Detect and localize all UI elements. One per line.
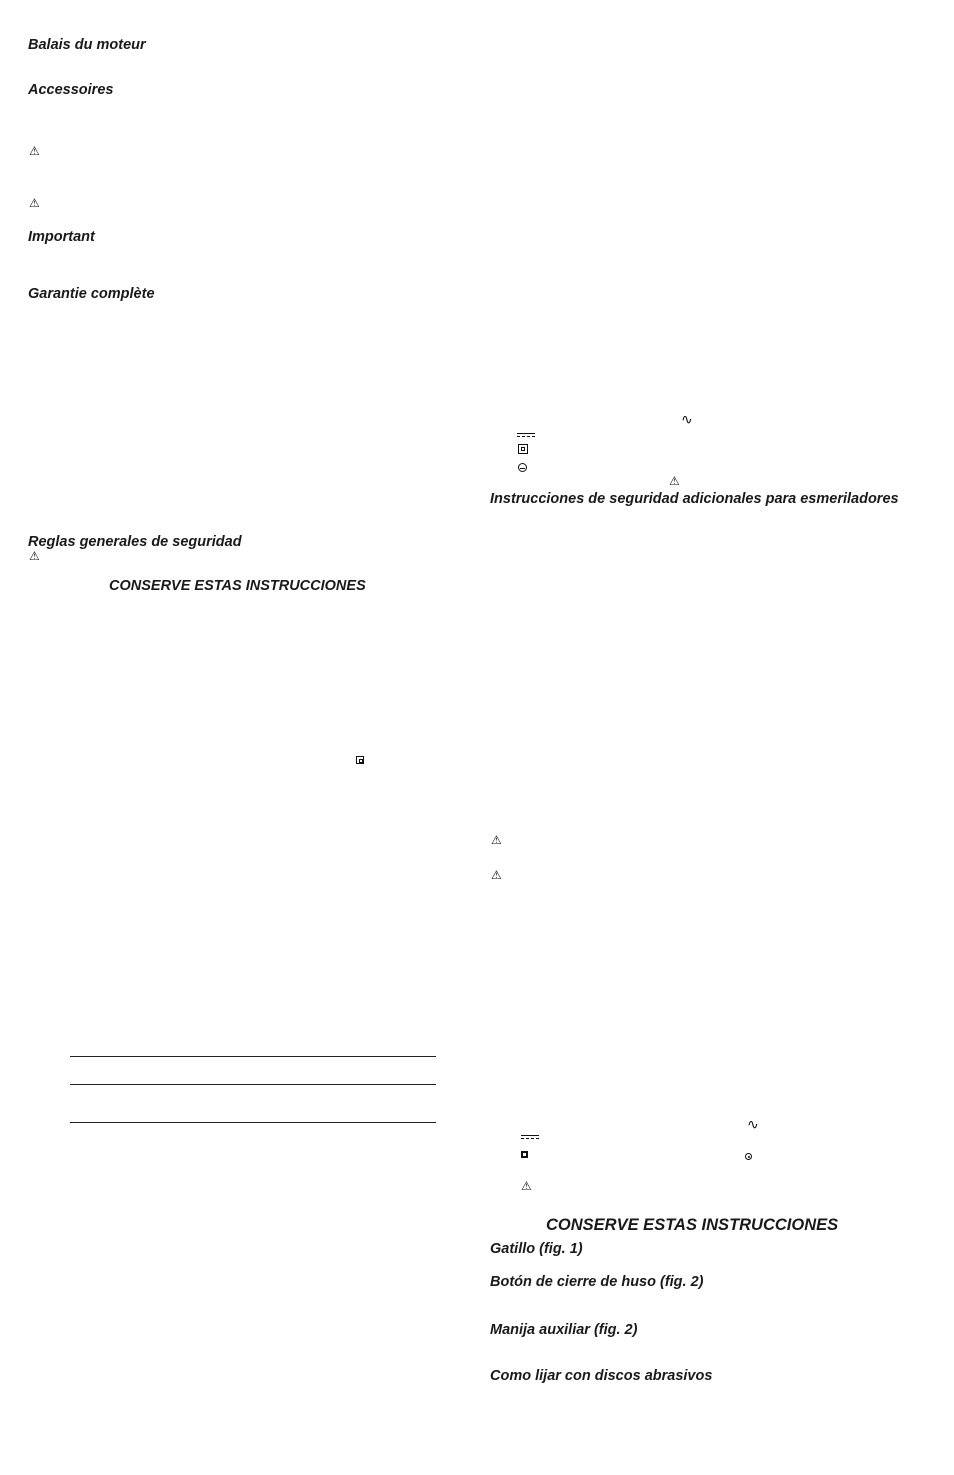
- heading-general-safety-rules: Reglas generales de seguridad: [28, 534, 242, 550]
- heading-sanding: Como lijar con discos abrasivos: [490, 1368, 713, 1384]
- heading-additional-safety: Instrucciones de seguridad adicionales para esmeriladores: [490, 491, 899, 507]
- double-insulation-icon: [356, 756, 364, 764]
- dc-current-icon: [521, 1135, 539, 1140]
- table-rule: [70, 1056, 436, 1057]
- heading-aux-handle: Manija auxiliar (fig. 2): [490, 1322, 638, 1338]
- dc-current-icon: [517, 433, 535, 438]
- ac-current-icon: ∿: [681, 411, 693, 427]
- heading-motor-brushes: Balais du moteur: [28, 37, 146, 53]
- warning-icon: ⚠: [521, 1179, 532, 1193]
- heading-important: Important: [28, 229, 95, 245]
- warning-icon: ⚠: [491, 833, 502, 847]
- heading-full-warranty: Garantie complète: [28, 286, 155, 302]
- warning-icon: ⚠: [29, 144, 40, 158]
- heading-keep-instructions-right: CONSERVE ESTAS INSTRUCCIONES: [546, 1216, 839, 1234]
- warning-icon: ⚠: [669, 474, 680, 488]
- table-rule: [70, 1084, 436, 1085]
- warning-icon: ⚠: [29, 196, 40, 210]
- class-ii-icon: [521, 1151, 528, 1158]
- heading-keep-instructions-left: CONSERVE ESTAS INSTRUCCIONES: [109, 578, 366, 594]
- table-rule: [70, 1122, 436, 1123]
- ac-current-icon: ∿: [747, 1116, 759, 1132]
- heading-accessories: Accessoires: [28, 82, 114, 98]
- warning-icon: ⚠: [491, 868, 502, 882]
- earthing-icon: [745, 1153, 752, 1160]
- ground-icon: [518, 463, 527, 472]
- heading-trigger: Gatillo (fig. 1): [490, 1241, 583, 1257]
- double-insulation-icon: [518, 444, 528, 454]
- heading-spindle-lock: Botón de cierre de huso (fig. 2): [490, 1274, 704, 1290]
- warning-icon: ⚠: [29, 549, 40, 563]
